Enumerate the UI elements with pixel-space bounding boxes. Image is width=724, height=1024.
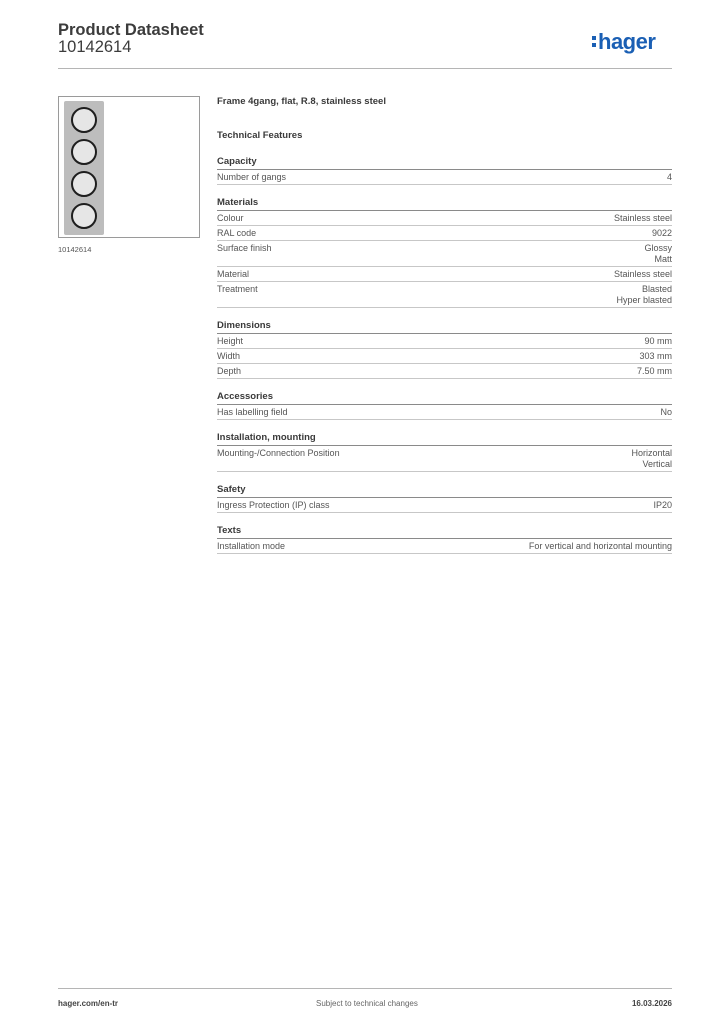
- section-title: Accessories: [217, 391, 672, 405]
- ring-icon: [71, 203, 97, 229]
- feature-row: [217, 170, 672, 185]
- feature-row: [217, 334, 672, 349]
- feature-values: [667, 172, 672, 183]
- feature-section: [217, 156, 672, 185]
- ring-icon: [71, 107, 97, 133]
- feature-value: 303 mm: [639, 351, 672, 361]
- feature-label: Surface finish: [217, 243, 272, 253]
- feature-section: [217, 391, 672, 420]
- feature-value: 90 mm: [644, 336, 672, 346]
- image-caption: 10142614: [58, 245, 92, 254]
- header-divider: [58, 68, 672, 69]
- section-title: Capacity: [217, 156, 672, 170]
- section-title: Texts: [217, 525, 672, 539]
- feature-values: [653, 500, 672, 511]
- feature-value: Glossy: [644, 243, 672, 253]
- feature-label: Depth: [217, 366, 242, 376]
- feature-section: [217, 197, 672, 308]
- feature-row: [217, 446, 672, 472]
- feature-row: [217, 267, 672, 282]
- feature-row: [217, 211, 672, 226]
- feature-values: [652, 228, 672, 239]
- feature-section: [217, 525, 672, 554]
- feature-sections: [217, 156, 672, 554]
- feature-label: RAL code: [217, 228, 257, 238]
- feature-label: Has labelling field: [217, 407, 288, 417]
- feature-value: IP20: [653, 500, 672, 510]
- feature-label: Colour: [217, 213, 244, 223]
- product-number: 10142614: [58, 38, 132, 56]
- feature-values: [614, 213, 672, 224]
- footer-divider: [58, 988, 672, 989]
- feature-label: Height: [217, 336, 244, 346]
- section-title: Materials: [217, 197, 672, 211]
- feature-value: Stainless steel: [613, 269, 672, 279]
- technical-content: [217, 96, 672, 566]
- feature-values: [639, 351, 672, 362]
- footer-notice: Subject to technical changes: [316, 999, 418, 1008]
- feature-label: Treatment: [217, 284, 258, 294]
- feature-value: 7.50 mm: [636, 366, 672, 376]
- feature-value: Stainless steel: [613, 213, 672, 223]
- feature-row: [217, 226, 672, 241]
- feature-section: [217, 432, 672, 472]
- ring-icon: [71, 171, 97, 197]
- feature-section: [217, 484, 672, 513]
- feature-row: [217, 282, 672, 308]
- feature-label: Material: [217, 269, 250, 279]
- page-title: Product Datasheet: [58, 21, 204, 39]
- footer-website-link[interactable]: hager.com/en-tr: [58, 999, 119, 1008]
- feature-values: [644, 243, 672, 265]
- feature-value: Horizontal: [631, 448, 672, 458]
- feature-value: Hyper blasted: [616, 295, 672, 305]
- product-image: [58, 96, 200, 238]
- feature-values: [529, 541, 672, 552]
- feature-section: [217, 320, 672, 379]
- frame-4gang-image: [64, 101, 104, 235]
- feature-row: [217, 364, 672, 379]
- feature-row: [217, 539, 672, 554]
- feature-row: [217, 241, 672, 267]
- logo-dots-icon: [592, 33, 596, 50]
- section-title: Installation, mounting: [217, 432, 672, 446]
- feature-label: Number of gangs: [217, 172, 287, 182]
- feature-value: Matt: [654, 254, 672, 264]
- feature-values: [614, 269, 672, 280]
- section-title: Safety: [217, 484, 672, 498]
- feature-value: No: [660, 407, 672, 417]
- section-title: Dimensions: [217, 320, 672, 334]
- footer-date: 16.03.2026: [631, 999, 672, 1008]
- feature-label: Ingress Protection (IP) class: [217, 500, 330, 510]
- feature-values: [637, 366, 672, 377]
- product-name: Frame 4gang, flat, R.8, stainless steel: [217, 96, 386, 107]
- feature-value: 4: [666, 172, 672, 182]
- feature-label: Width: [217, 351, 241, 361]
- hager-logo: [592, 29, 655, 55]
- technical-features-title: Technical Features: [217, 130, 303, 141]
- ring-icon: [71, 139, 97, 165]
- feature-value: Blasted: [641, 284, 672, 294]
- feature-values: [631, 448, 672, 470]
- feature-value: For vertical and horizontal mounting: [528, 541, 672, 551]
- feature-row: [217, 349, 672, 364]
- feature-label: Mounting-/Connection Position: [217, 448, 340, 458]
- logo-text: hager: [598, 29, 656, 54]
- feature-values: [660, 407, 672, 418]
- feature-row: [217, 498, 672, 513]
- feature-values: [616, 284, 672, 306]
- feature-label: Installation mode: [217, 541, 286, 551]
- feature-values: [644, 336, 672, 347]
- feature-value: 9022: [651, 228, 672, 238]
- feature-value: Vertical: [642, 459, 672, 469]
- feature-row: [217, 405, 672, 420]
